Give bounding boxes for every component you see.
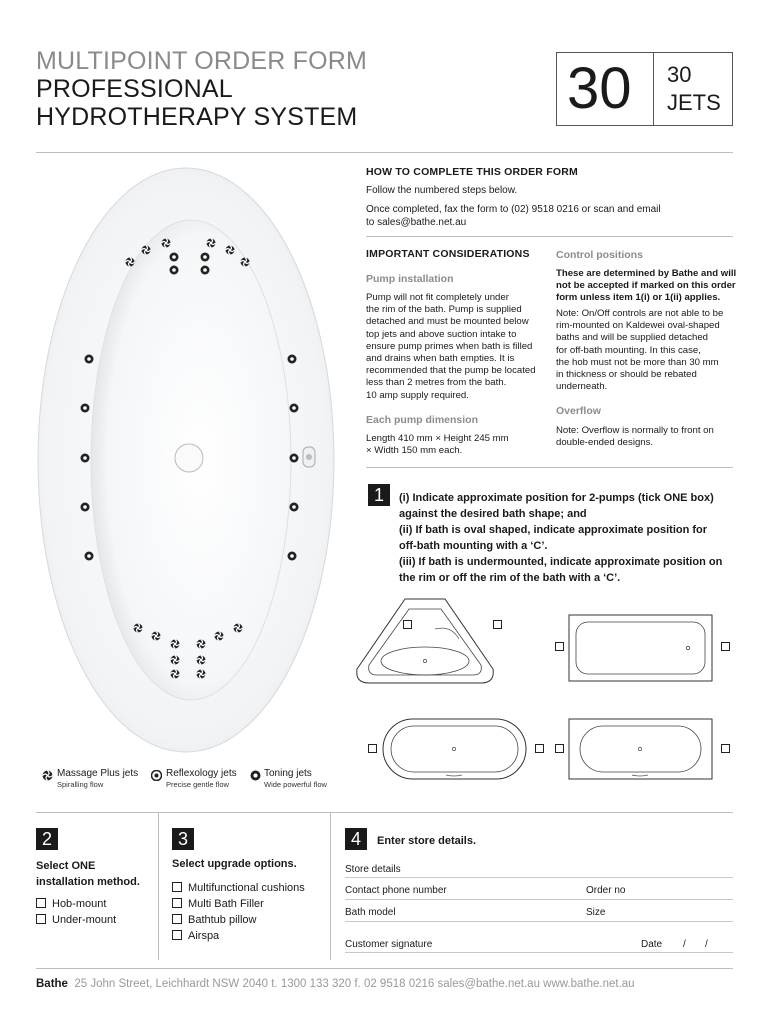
- how-to-line2b: to sales@bathe.net.au: [366, 217, 467, 228]
- jets-count-small: 30: [667, 62, 692, 87]
- control-positions-warning: These are determined by Bathe and will not be accepted if marked on this order form unless item 1(i) or 1(ii) applies.: [556, 268, 737, 304]
- oval-bath-left-checkbox[interactable]: [368, 744, 377, 753]
- legend-massage-plus: Massage Plus jets: [57, 768, 139, 779]
- airspa-option[interactable]: Airspa: [172, 929, 219, 943]
- how-to-line1: Follow the numbered steps below.: [366, 185, 518, 196]
- massage-plus-jet-icon: [42, 768, 53, 786]
- toning-jet-icon: [250, 768, 261, 786]
- step3-number-badge: 3: [172, 828, 194, 850]
- freestanding-bath-shape: [568, 718, 713, 785]
- jets-label: JETS: [667, 90, 721, 115]
- step3-heading: Select upgrade options.: [172, 858, 297, 870]
- jets-box-divider: [653, 53, 654, 125]
- rect-bath-left-checkbox[interactable]: [555, 642, 564, 651]
- freestanding-bath-left-checkbox[interactable]: [555, 744, 564, 753]
- step4-number-badge: 4: [345, 828, 367, 850]
- pump-dimension-text: Length 410 mm × Height 245 mm × Width 150 mm each.: [366, 433, 509, 457]
- multi-bath-filler-checkbox[interactable]: [172, 898, 182, 908]
- bath-model-label: Bath model: [345, 907, 396, 918]
- date-separator-2: /: [705, 939, 708, 950]
- bottom-section-rule: [36, 812, 733, 813]
- bath-model-field[interactable]: [345, 921, 733, 922]
- footer-brand: Bathe: [36, 978, 68, 990]
- oval-bath-shape: [382, 718, 527, 785]
- legend-reflexology-desc: Precise gentle flow: [166, 780, 229, 789]
- store-details-label: Store details: [345, 864, 401, 875]
- bathtub-pillow-checkbox[interactable]: [172, 914, 182, 924]
- bathtub-pillow-option[interactable]: Bathtub pillow: [172, 913, 257, 927]
- customer-signature-field[interactable]: [345, 952, 733, 953]
- date-separator-1: /: [683, 939, 686, 950]
- multi-bath-filler-option[interactable]: Multi Bath Filler: [172, 897, 264, 911]
- step1-number-badge: 1: [368, 484, 390, 506]
- multifunctional-cushions-option[interactable]: Multifunctional cushions: [172, 881, 305, 895]
- oval-bath-right-checkbox[interactable]: [535, 744, 544, 753]
- bath-illustration: [36, 160, 336, 760]
- footer: [36, 978, 635, 990]
- step1-instructions: (i) Indicate approximate position for 2-pumps (tick ONE box) against the desired bath shape; and (ii) If bath is oval shaped, indicate approximate position for off-bath mounting with a ‘C’. (iii) If bath is undermounted, indicate approximate position on the rim or off the rim of the bath with a ‘C’.: [399, 492, 723, 584]
- date-label: Date: [641, 939, 663, 950]
- corner-bath-shape: [355, 595, 495, 692]
- contact-phone-label: Contact phone number: [345, 885, 447, 896]
- legend-toning-desc: Wide powerful flow: [264, 780, 327, 789]
- overflow-heading: Overflow: [556, 405, 601, 417]
- overflow-note: Note: Overflow is normally to front on double-ended designs.: [556, 425, 714, 449]
- corner-bath-right-checkbox[interactable]: [493, 620, 502, 629]
- legend-massage-plus-desc: Spiralling flow: [57, 780, 104, 789]
- step2-number-badge: 2: [36, 828, 58, 850]
- jets-count-box: [556, 52, 733, 126]
- form-title: MULTIPOINT ORDER FORM: [36, 47, 368, 75]
- jets-count-large: 30: [567, 56, 632, 121]
- control-positions-heading: Control positions: [556, 249, 643, 261]
- header-rule: [36, 152, 733, 153]
- pump-dimension-heading: Each pump dimension: [366, 414, 479, 426]
- legend-reflexology: Reflexology jets: [166, 768, 237, 779]
- control-positions-note: Note: On/Off controls are not able to be rim-mounted on Kaldewei oval-shaped baths and will be supplied detached for off-bath mounting. In this case, the hob must not be more than 30 mm in thickness or should be rebated underneath.: [556, 308, 724, 393]
- footer-contact: 25 John Street, Leichhardt NSW 2040 t. 1300 133 320 f. 02 9518 0216 sales@bathe.net.au www.bathe.net.au: [74, 978, 635, 990]
- how-to-line2a: Once completed, fax the form to (02) 9518 0216 or scan and email: [366, 204, 661, 215]
- hob-mount-option[interactable]: Hob-mount: [36, 897, 106, 911]
- order-no-label: Order no: [586, 885, 626, 896]
- contact-phone-field[interactable]: [345, 899, 733, 900]
- rectangular-bath-shape: [568, 614, 713, 687]
- size-label: Size: [586, 907, 606, 918]
- rect-bath-right-checkbox[interactable]: [721, 642, 730, 651]
- step4-heading: Enter store details.: [377, 835, 477, 847]
- how-to-rule: [366, 236, 733, 237]
- legend-toning: Toning jets: [264, 768, 312, 779]
- under-mount-checkbox[interactable]: [36, 914, 46, 924]
- reflexology-jet-icon: [151, 768, 162, 786]
- how-to-heading: HOW TO COMPLETE THIS ORDER FORM: [366, 166, 578, 178]
- considerations-rule: [366, 467, 733, 468]
- step3-divider: [330, 812, 331, 960]
- hob-mount-checkbox[interactable]: [36, 898, 46, 908]
- multifunctional-cushions-checkbox[interactable]: [172, 882, 182, 892]
- product-title-line2: HYDROTHERAPY SYSTEM: [36, 103, 358, 131]
- bath-jet-layout-image: [36, 160, 336, 760]
- step2-divider: [158, 812, 159, 960]
- freestanding-bath-right-checkbox[interactable]: [721, 744, 730, 753]
- corner-bath-left-checkbox[interactable]: [403, 620, 412, 629]
- under-mount-option[interactable]: Under-mount: [36, 913, 116, 927]
- footer-rule: [36, 968, 733, 969]
- product-title-line1: PROFESSIONAL: [36, 75, 233, 103]
- store-details-field[interactable]: [345, 877, 733, 878]
- pump-installation-heading: Pump installation: [366, 273, 454, 285]
- step2-heading: Select ONE installation method.: [36, 860, 140, 888]
- customer-signature-label: Customer signature: [345, 939, 433, 950]
- considerations-heading: IMPORTANT CONSIDERATIONS: [366, 248, 530, 260]
- airspa-checkbox[interactable]: [172, 930, 182, 940]
- pump-installation-text: Pump will not fit completely under the rim of the bath. Pump is supplied detached and must be mounted below top jets and above suction intake to ensure pump primes when bath is filled and drains when bath empties. It is recommended that the pump be located less than 2 metres from the bath. 10 amp supply required.: [366, 292, 536, 401]
